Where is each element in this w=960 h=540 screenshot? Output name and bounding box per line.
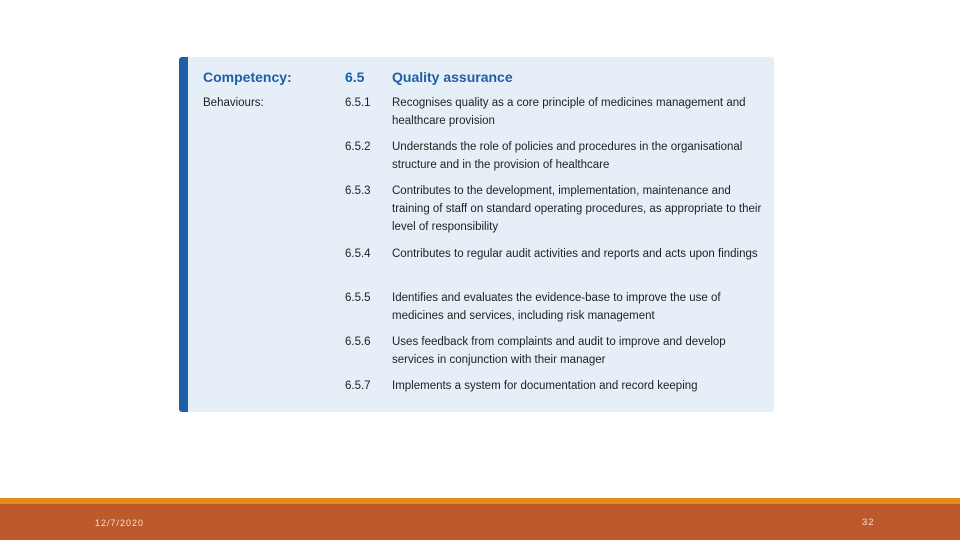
competency-label: Competency: [203, 69, 292, 85]
behaviour-number: 6.5.5 [345, 292, 371, 304]
behaviour-number: 6.5.6 [345, 336, 371, 348]
competency-panel [179, 57, 774, 412]
behaviour-text: Recognises quality as a core principle of medicines management and healthcare provision [392, 97, 746, 127]
behaviour-text: Identifies and evaluates the evidence-base to improve the use of medicines and services, including risk management [392, 292, 721, 322]
behaviour-number: 6.5.2 [345, 141, 371, 153]
panel-accent-bar [179, 57, 188, 412]
behaviour-number: 6.5.7 [345, 380, 371, 392]
competency-title: Quality assurance [392, 69, 513, 85]
behaviour-number: 6.5.4 [345, 248, 371, 260]
behaviour-text: Contributes to regular audit activities and reports and acts upon findings [392, 248, 758, 260]
behaviour-text: Implements a system for documentation and record keeping [392, 380, 698, 392]
page-number: 32 [862, 517, 875, 528]
behaviour-number: 6.5.3 [345, 185, 371, 197]
behaviours-label: Behaviours: [203, 97, 264, 109]
footer-date: 12/7/2020 [95, 518, 145, 528]
behaviour-text: Understands the role of policies and procedures in the organisational structure and in the provision of healthcare [392, 141, 743, 171]
behaviour-text: Uses feedback from complaints and audit to improve and develop services in conjunction with their manager [392, 336, 726, 366]
behaviour-number: 6.5.1 [345, 97, 371, 109]
competency-number: 6.5 [345, 69, 365, 85]
behaviour-text: Contributes to the development, implementation, maintenance and training of staff on standard operating procedures, as appropriate to their level of responsibility [392, 185, 762, 233]
